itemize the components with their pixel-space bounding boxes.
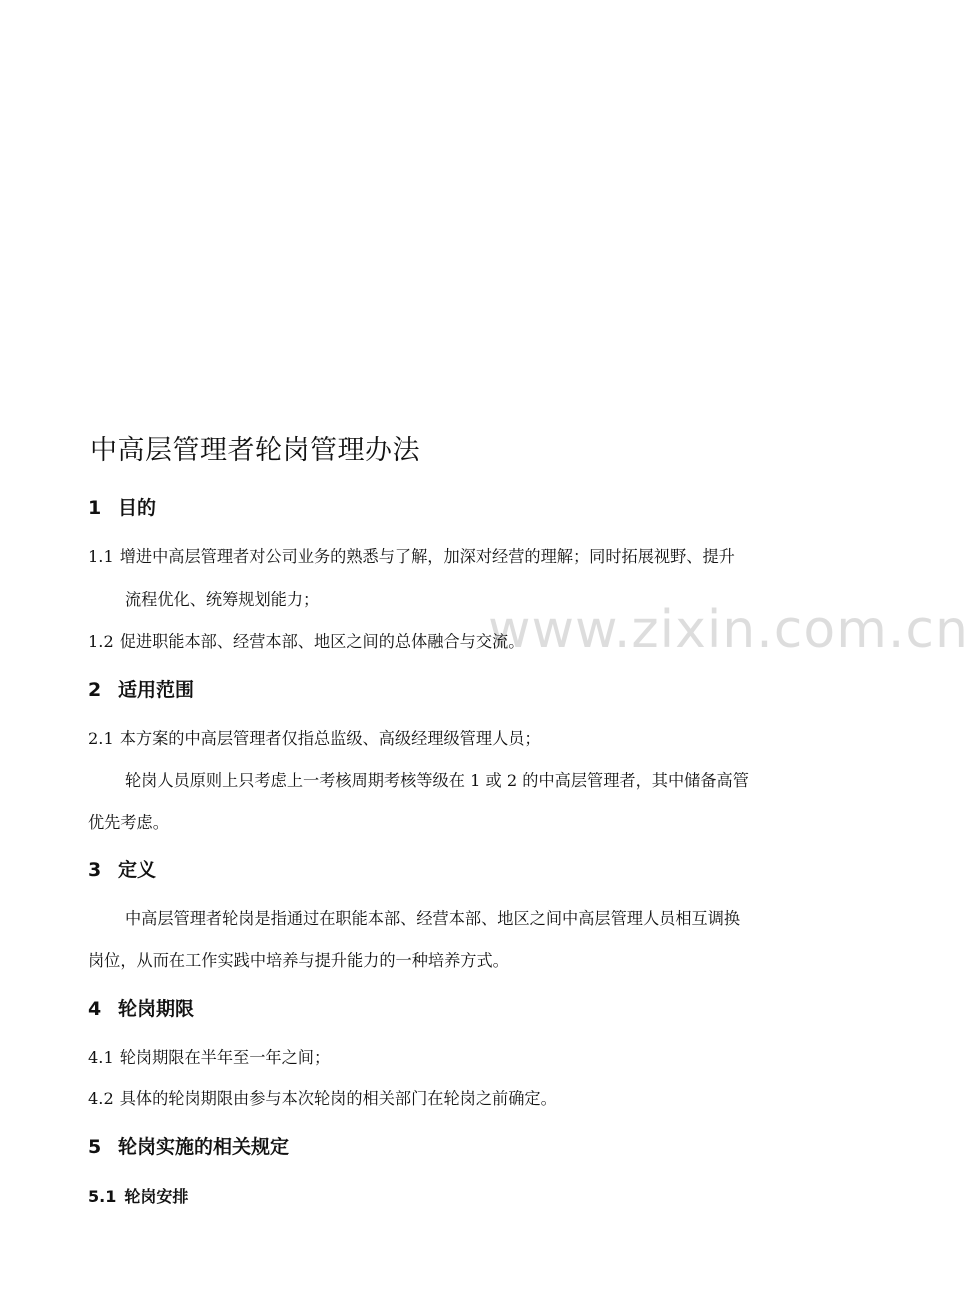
- subsection-number: 5.1: [88, 1187, 117, 1206]
- clause-text: 本方案的中高层管理者仅指总监级、高级经理级管理人员；: [119, 729, 541, 748]
- section-title: 定义: [118, 859, 157, 881]
- watermark: www.zixin.com.cn: [488, 600, 969, 660]
- section-title: 目的: [118, 497, 157, 519]
- paragraph-2-line-2: 优先考虑。: [88, 813, 169, 832]
- clause-text: 具体的轮岗期限由参与本次轮岗的相关部门在轮岗之前确定。: [119, 1089, 557, 1108]
- section-title: 轮岗实施的相关规定: [118, 1136, 290, 1158]
- clause-4-1: [88, 1044, 330, 1068]
- section-number: 5: [88, 1136, 102, 1158]
- clause-number: 1.1: [88, 547, 114, 566]
- section-heading-1: [88, 493, 156, 520]
- clause-text: 促进职能本部、经营本部、地区之间的总体融合与交流。: [119, 632, 525, 651]
- clause-2-1: [88, 725, 541, 749]
- section-heading-3: [88, 855, 156, 882]
- paragraph-2-line-1: 轮岗人员原则上只考虑上一考核周期考核等级在 1 或 2 的中高层管理者，其中储备高管: [125, 771, 749, 790]
- section-number: 2: [88, 679, 102, 701]
- section-number: 1: [88, 497, 102, 519]
- clause-1-1: [88, 543, 735, 567]
- section-title: 轮岗期限: [118, 998, 195, 1020]
- section-heading-5: [88, 1132, 289, 1159]
- clause-number: 4.1: [88, 1048, 114, 1067]
- document-title: 中高层管理者轮岗管理办法: [90, 435, 420, 466]
- clause-text: 增进中高层管理者对公司业务的熟悉与了解，加深对经营的理解；同时拓展视野、提升: [119, 547, 735, 566]
- paragraph-3-line-1: 中高层管理者轮岗是指通过在职能本部、经营本部、地区之间中高层管理人员相互调换: [125, 909, 741, 928]
- section-heading-2: [88, 675, 194, 702]
- section-title: 适用范围: [118, 679, 195, 701]
- section-number: 3: [88, 859, 102, 881]
- subsection-heading-5-1: [88, 1184, 188, 1207]
- clause-1-2: [88, 628, 524, 652]
- clause-number: 2.1: [88, 729, 114, 748]
- clause-number: 1.2: [88, 632, 114, 651]
- paragraph-3-line-2: 岗位，从而在工作实践中培养与提升能力的一种培养方式。: [88, 951, 509, 970]
- subsection-title: 轮岗安排: [124, 1187, 189, 1206]
- clause-1-1-continuation: 流程优化、统筹规划能力；: [125, 590, 320, 609]
- clause-text: 轮岗期限在半年至一年之间；: [119, 1048, 331, 1067]
- section-heading-4: [88, 994, 194, 1021]
- section-number: 4: [88, 998, 102, 1020]
- clause-4-2: [88, 1085, 557, 1109]
- clause-number: 4.2: [88, 1089, 114, 1108]
